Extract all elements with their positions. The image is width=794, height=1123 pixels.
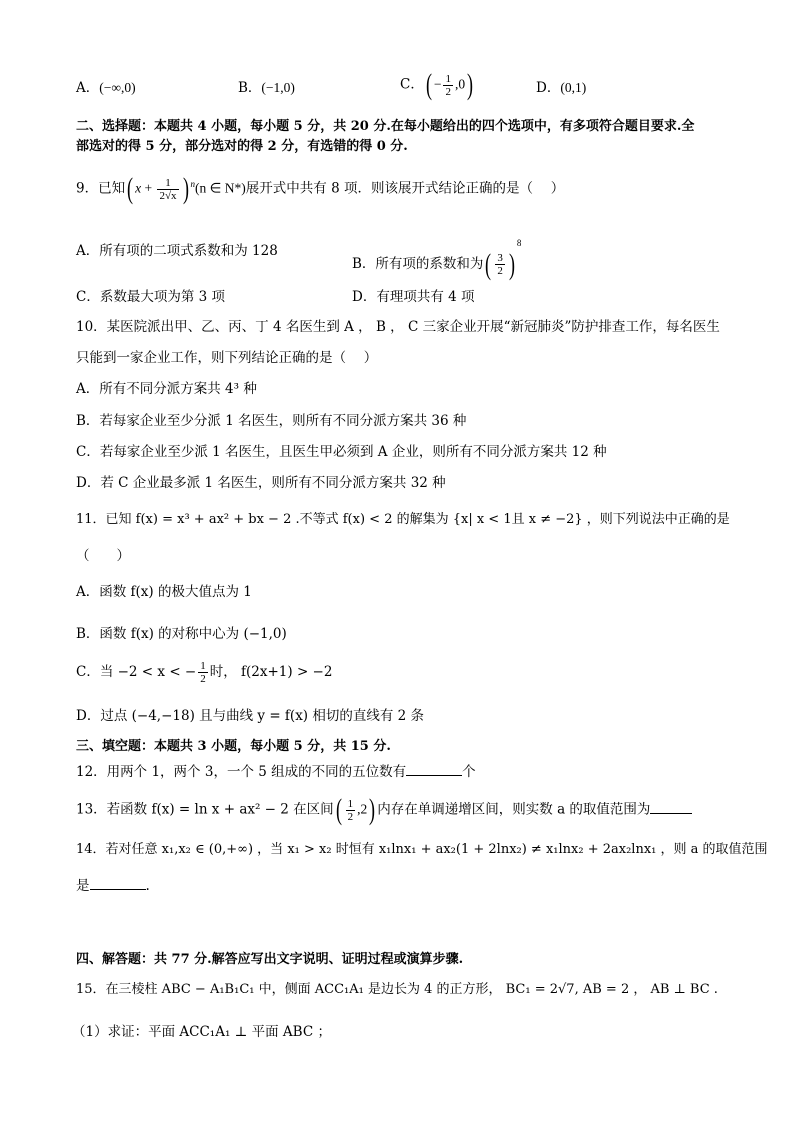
section2-heading-line2: 部选对的得 5 分，部分选对的得 2 分，有选错的得 0 分. (76, 139, 408, 154)
q11-option-a: A．函数 f(x) 的极大值点为 1 (76, 584, 252, 600)
q9-option-c: C．系数最大项为第 3 项 (76, 289, 226, 305)
q9-option-d: D．有理项共有 4 项 (352, 289, 475, 305)
q8-option-d: D．(0,1) (536, 80, 587, 96)
q8-option-c: C．( − $\frac{1}{2}$ ,0) (400, 68, 474, 101)
q11-option-b: B．函数 f(x) 的对称中心为 (−1,0) (76, 626, 287, 642)
q11-option-d: D．过点 (−4,−18) 且与曲线 y = f(x) 相切的直线有 2 条 (76, 708, 425, 724)
q11-stem-line2: （ ） (76, 548, 130, 564)
q12-answer-blank[interactable] (406, 763, 462, 776)
q15-part1: （1）求证：平面 ACC₁A₁ ⊥ 平面 ABC ； (72, 1024, 331, 1040)
q15-stem: 15．在三棱柱 ABC − A₁B₁C₁ 中，侧面 ACC₁A₁ 是边长为 4 的正方形， BC₁ = 2√7, AB = 2 ， AB ⊥ BC . (76, 982, 718, 997)
q10-option-a: A．所有不同分派方案共 4³ 种 (76, 381, 257, 397)
q11-stem-line1: 11．已知 f(x) = x³ + ax² + bx − 2 .不等式 f(x) < 2 的解集为 {x| x < 1且 x ≠ −2} ，则下列说法中正确的是 (76, 512, 730, 527)
q9-stem: 9．已知( x + $\frac{1}{2√x}$ ) $^n$(n ∈ N*)展开式中共有 8 项．则该展开式结论正确的是（ ） (76, 172, 565, 205)
section4-heading: 四、解答题：共 77 分.解答应写出文字说明、证明过程或演算步骤. (76, 952, 464, 967)
q10-option-b: B．若每家企业至少分派 1 名医生，则所有不同分派方案共 36 种 (76, 413, 467, 429)
q13-stem: 13．若函数 f(x) = ln x + ax² − 2 在区间( $\frac{1}{2}$ ,2) 内存在单调递增区间，则实数 a 的取值范围为 (76, 795, 692, 825)
q10-stem-line2: 只能到一家企业工作，则下列结论正确的是（ ） (76, 350, 378, 366)
q14-stem-line1: 14．若对任意 x₁,x₂ ∈ (0,+∞) ，当 x₁ > x₂ 时恒有 x₁lnx₁ + ax₂(1 + 2lnx₂) ≠ x₁lnx₂ + 2ax₂lnx₁ ，则 a 的取值范围 (76, 842, 768, 857)
q12-stem: 12．用两个 1，两个 3，一个 5 组成的不同的五位数有 个 (76, 764, 476, 780)
q13-answer-blank[interactable] (650, 801, 692, 814)
section2-heading-line1: 二、选择题：本题共 4 小题，每小题 5 分，共 20 分.在每小题给出的四个选项中，有多项符合题目要求.全 (76, 119, 695, 134)
q10-stem-line1: 10．某医院派出甲、乙、丙、丁 4 名医生到 A ， B ， C 三家企业开展“新冠肺炎”防护排查工作，每名医生 (76, 319, 720, 335)
q11-option-c: C．当 −2 < x < − $\frac{1}{2}$ 时， f(2x+1) > −2 (76, 660, 333, 685)
q9-option-b: B．所有项的系数和为( $\frac{3}{2}$ )$^8$ (352, 238, 522, 281)
q14-answer-blank[interactable] (90, 877, 146, 890)
q9-option-a: A．所有项的二项式系数和为 128 (76, 243, 278, 259)
q10-option-d: D．若 C 企业最多派 1 名医生，则所有不同分派方案共 32 种 (76, 475, 446, 491)
q8-option-b: B．(−1,0) (238, 80, 295, 96)
q10-option-c: C．若每家企业至少派 1 名医生，且医生甲必须到 A 企业，则所有不同分派方案共 12 种 (76, 444, 607, 460)
section3-heading: 三、填空题：本题共 3 小题，每小题 5 分，共 15 分. (76, 739, 391, 754)
q14-stem-line2: 是 . (76, 878, 150, 894)
q8-options (76, 68, 587, 101)
q8-option-a: A．(−∞,0) (76, 80, 136, 96)
